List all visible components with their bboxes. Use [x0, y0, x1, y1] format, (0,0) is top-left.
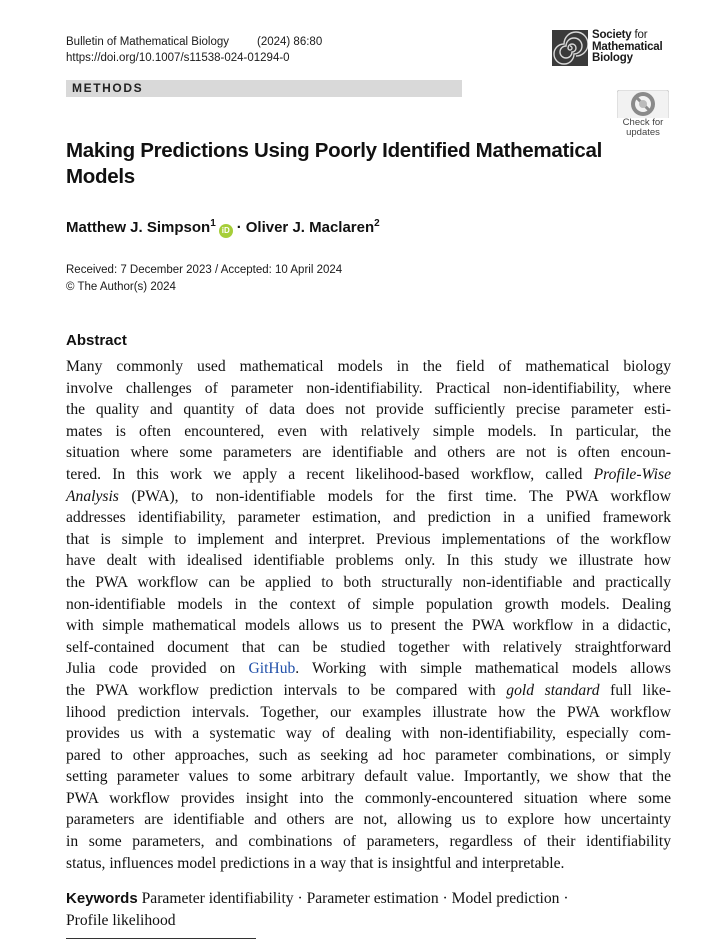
check-updates-icon — [617, 90, 669, 118]
received-accepted-dates: Received: 7 December 2023 / Accepted: 10 April 2024 — [66, 264, 343, 276]
author-maclaren[interactable]: Oliver J. Maclaren — [245, 219, 375, 236]
abstract-line: provides us with a systematic way of dealing with non-identifiability, especially com- — [66, 725, 671, 743]
abstract-line — [66, 486, 671, 508]
abstract-line: that is simple to implement and interpret. Previous implementations of the workflow — [66, 530, 671, 548]
check-updates-line-1: Check for — [622, 117, 664, 128]
github-link[interactable]: GitHub — [248, 660, 296, 678]
society-line-1: Society — [592, 29, 632, 41]
abstract-line: setting parameter values to some arbitrary default value. Importantly, we show that the — [66, 768, 671, 786]
check-for-updates-badge[interactable] — [617, 90, 669, 142]
abstract-line: situation where some parameters are identifiable and others are not is often encoun- — [66, 444, 671, 462]
abstract-line: in some parameters, and combinations of parameters, regardless of their identifiability — [66, 833, 671, 851]
abstract-emphasis: Analysis — [66, 487, 119, 505]
check-updates-line-2: updates — [626, 127, 660, 138]
section-label: METHODS — [72, 81, 144, 95]
society-emblem-icon — [552, 30, 588, 66]
author-list — [66, 218, 380, 238]
abstract-line: PWA workflow provides insight into the commonly-encountered situation where some — [66, 789, 671, 807]
society-name — [592, 30, 662, 65]
abstract-emphasis: Profile-Wise — [593, 465, 671, 483]
paper-title: Making Predictions Using Poorly Identified Mathematical Models — [66, 139, 602, 188]
orcid-icon[interactable]: iD — [219, 224, 233, 238]
society-line-3: Biology — [592, 52, 633, 64]
abstract-line — [66, 658, 671, 680]
abstract-text: Julia code provided on — [66, 660, 236, 678]
abstract-line — [66, 680, 671, 702]
author-separator: · — [236, 219, 242, 236]
abstract-text: the PWA workflow prediction intervals to be compared with — [66, 681, 496, 699]
section-bar — [66, 80, 462, 97]
abstract-line: pared to other approaches, such as seeking ad hoc parameter combinations, or simply — [66, 746, 671, 764]
abstract-line: self-contained document that can be studied together with relatively straightforward — [66, 638, 671, 656]
abstract-line: mates is often encountered, even with relatively simple models. In particular, the — [66, 422, 671, 440]
doi-link[interactable]: https://doi.org/10.1007/s11538-024-01294-0 — [66, 52, 290, 64]
abstract-line: addresses identifiability, parameter estimation, and prediction in a unified framework — [66, 509, 671, 527]
abstract-text: full like- — [610, 681, 671, 699]
journal-name — [66, 36, 322, 48]
abstract-line: lihood prediction intervals. Together, our examples illustrate how the PWA workflow — [66, 703, 671, 721]
abstract-line: involve challenges of parameter non-identifiability. Practical non-identifiability, where — [66, 379, 671, 397]
journal-title: Bulletin of Mathematical Biology — [66, 36, 229, 48]
abstract-line: have dealt with idealised identifiable problems only. In this study we illustrate how — [66, 552, 671, 570]
keywords — [66, 888, 666, 932]
society-line-2: Mathematical — [592, 40, 663, 53]
affiliation-2: 2 — [374, 218, 380, 229]
abstract-text: tered. In this work we apply a recent likelihood-based workflow, called — [66, 465, 583, 483]
author-simpson[interactable]: Matthew J. Simpson — [66, 219, 211, 236]
copyright-notice: © The Author(s) 2024 — [66, 281, 176, 293]
abstract-text: . Working with simple mathematical models allows — [295, 660, 671, 678]
abstract-emphasis: gold standard — [506, 681, 600, 699]
abstract-line: non-identifiable models in the context of simple population growth models. Dealing — [66, 595, 671, 613]
abstract-line — [66, 464, 671, 486]
society-line-1-suffix: for — [634, 29, 648, 41]
affiliation-1: 1 — [210, 218, 216, 229]
keywords-line-2: Profile likelihood — [66, 912, 176, 929]
abstract-line: with simple mathematical models allows us to present the PWA workflow in a didactic, — [66, 617, 671, 635]
abstract-line: parameters are identifiable and others are not, allowing us to explore how uncertainty — [66, 811, 671, 829]
abstract-heading: Abstract — [66, 332, 127, 349]
abstract-line: status, influences model predictions in a way that is insightful and interpretable. — [66, 854, 565, 872]
footnote-divider — [66, 938, 256, 939]
abstract-line: the quality and quantity of data does not provide sufficiently precise parameter esti- — [66, 401, 671, 419]
keywords-line-1: Parameter identifiability · Parameter estimation · Model prediction · — [141, 890, 569, 907]
abstract-line: the PWA workflow can be applied to both structurally non-identifiable and practically — [66, 573, 671, 591]
journal-volume: (2024) 86:80 — [257, 36, 323, 48]
abstract-text: (PWA), to non-identifiable models for the first time. The PWA workflow — [131, 487, 671, 505]
abstract-line: Many commonly used mathematical models in the field of mathematical biology — [66, 358, 671, 375]
society-logo — [552, 30, 672, 70]
abstract-body — [66, 356, 671, 874]
keywords-label: Keywords — [66, 890, 138, 907]
check-updates-label — [617, 118, 669, 138]
